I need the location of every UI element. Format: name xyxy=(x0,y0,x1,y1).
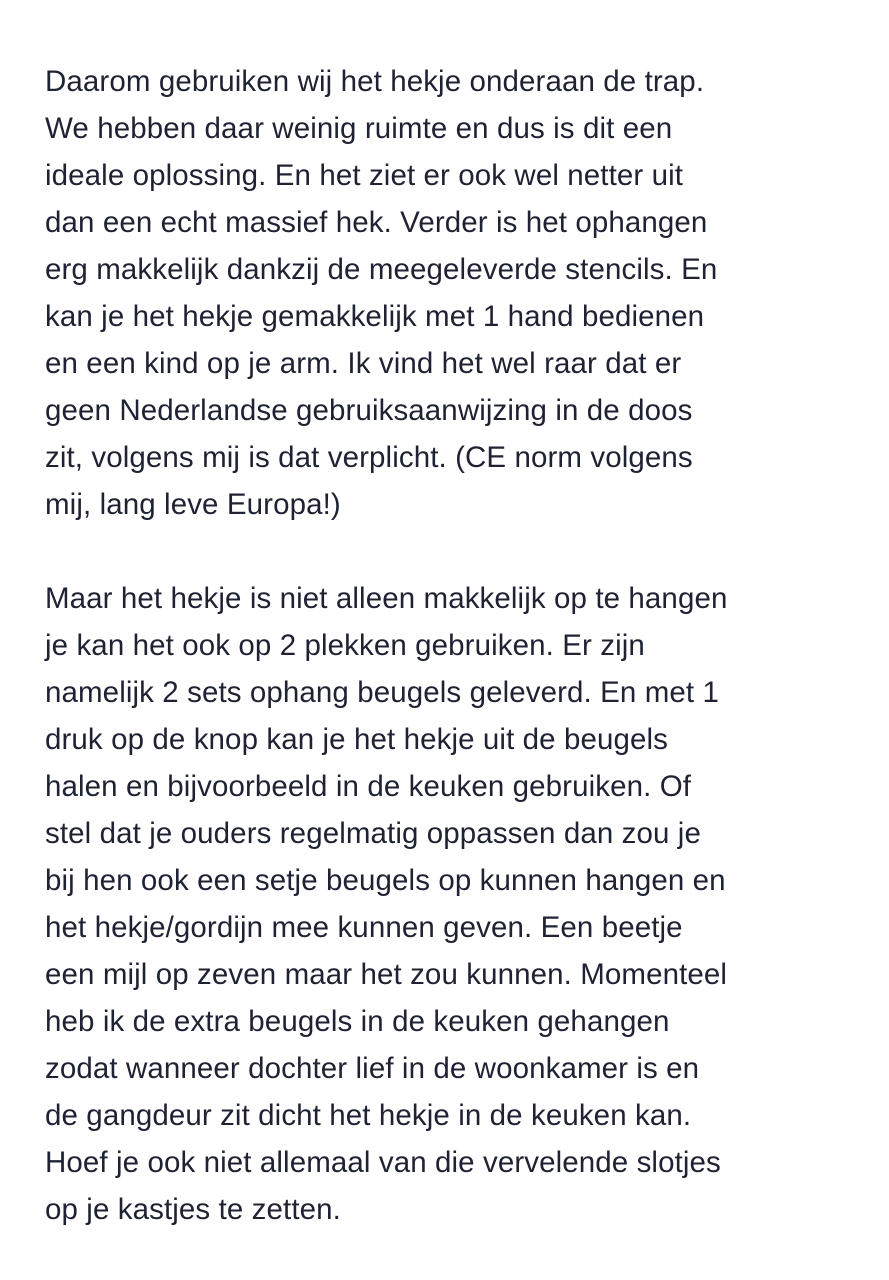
text-line: een mijl op zeven maar het zou kunnen. Momenteel xyxy=(45,958,728,991)
text-line: zodat wanneer dochter lief in de woonkamer is en xyxy=(45,1052,700,1085)
text-line: zit, volgens mij is dat verplicht. (CE norm volgens xyxy=(45,441,693,474)
text-line: We hebben daar weinig ruimte en dus is dit een xyxy=(45,112,673,145)
text-line: en een kind op je arm. Ik vind het wel raar dat er xyxy=(45,347,682,380)
text-line: Daarom gebruiken wij het hekje onderaan de trap. xyxy=(45,65,705,98)
text-line: geen Nederlandse gebruiksaanwijzing in de doos xyxy=(45,394,693,427)
text-line: erg makkelijk dankzij de meegeleverde stencils. En xyxy=(45,253,718,286)
text-line: dan een echt massief hek. Verder is het ophangen xyxy=(45,206,708,239)
text-line: kan je het hekje gemakkelijk met 1 hand bedienen xyxy=(45,300,705,333)
text-line: bij hen ook een setje beugels op kunnen hangen en xyxy=(45,864,726,897)
review-paragraph-1 xyxy=(45,58,865,528)
text-line: ideale oplossing. En het ziet er ook wel netter uit xyxy=(45,159,684,192)
text-line: namelijk 2 sets ophang beugels geleverd. En met 1 xyxy=(45,676,719,709)
text-line: op je kastjes te zetten. xyxy=(45,1193,341,1226)
text-line: Maar het hekje is niet alleen makkelijk op te hangen xyxy=(45,582,728,615)
text-line: halen en bijvoorbeeld in de keuken gebruiken. Of xyxy=(45,770,692,803)
text-line: stel dat je ouders regelmatig oppassen dan zou je xyxy=(45,817,701,850)
text-line: het hekje/gordijn mee kunnen geven. Een beetje xyxy=(45,911,683,944)
review-paragraph-2 xyxy=(45,575,865,1233)
text-line: de gangdeur zit dicht het hekje in de keuken kan. xyxy=(45,1099,692,1132)
paragraph-spacer xyxy=(45,528,865,575)
text-line: je kan het ook op 2 plekken gebruiken. Er zijn xyxy=(45,629,645,662)
text-line: heb ik de extra beugels in de keuken gehangen xyxy=(45,1005,670,1038)
text-line: druk op de knop kan je het hekje uit de beugels xyxy=(45,723,669,756)
review-body xyxy=(45,58,865,1233)
text-line: mij, lang leve Europa!) xyxy=(45,488,341,521)
text-line: Hoef je ook niet allemaal van die vervelende slotjes xyxy=(45,1146,721,1179)
